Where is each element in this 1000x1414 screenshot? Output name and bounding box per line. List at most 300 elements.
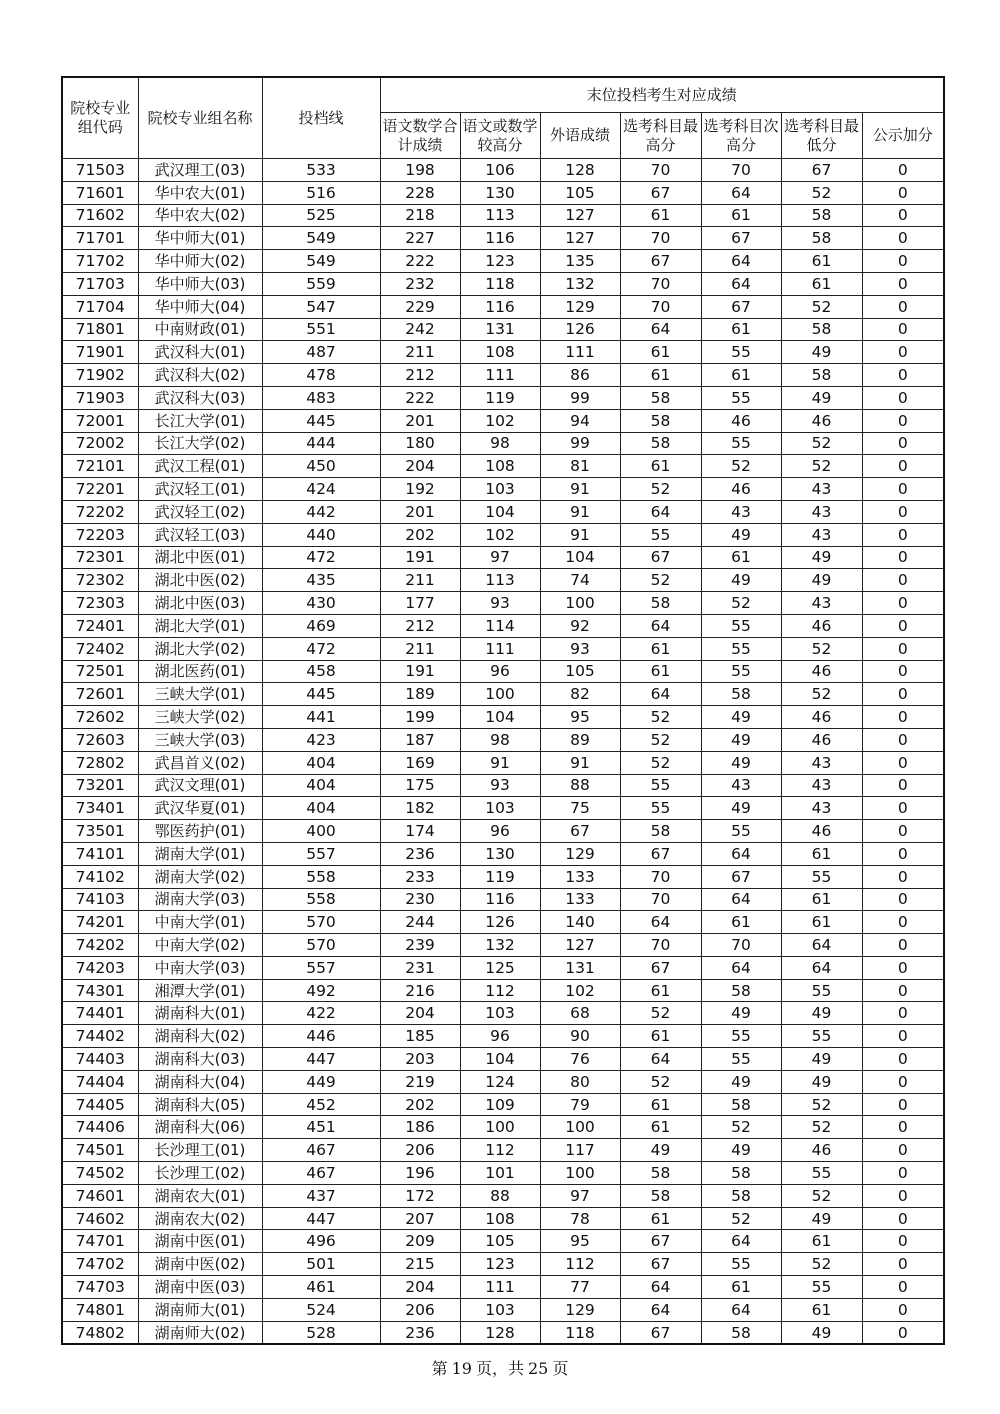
cell-bonus: 0: [862, 1002, 944, 1025]
cell-elective-max: 58: [620, 432, 701, 455]
cell-line: 533: [262, 159, 380, 182]
cell-higher: 111: [460, 364, 540, 387]
cell-bonus: 0: [862, 478, 944, 501]
cell-elective-min: 49: [781, 1048, 862, 1071]
cell-line: 547: [262, 295, 380, 318]
cell-elective-max: 70: [620, 865, 701, 888]
cell-elective-second: 55: [701, 341, 781, 364]
cell-total: 231: [380, 956, 460, 979]
cell-bonus: 0: [862, 911, 944, 934]
cell-higher: 116: [460, 888, 540, 911]
cell-bonus: 0: [862, 1230, 944, 1253]
table-row: [62, 660, 944, 683]
cell-name: 长江大学(01): [138, 409, 262, 432]
cell-name: 武汉轻工(02): [138, 500, 262, 523]
cell-total: 202: [380, 523, 460, 546]
cell-code: 71902: [62, 364, 138, 387]
table-body: [62, 159, 944, 1345]
table-row: [62, 1162, 944, 1185]
cell-elective-second: 43: [701, 774, 781, 797]
cell-name: 湖南中医(03): [138, 1276, 262, 1299]
cell-code: 71602: [62, 204, 138, 227]
cell-elective-max: 61: [620, 1116, 701, 1139]
cell-code: 74401: [62, 1002, 138, 1025]
table-row: [62, 888, 944, 911]
cell-elective-max: 67: [620, 1253, 701, 1276]
cell-foreign: 105: [540, 660, 620, 683]
header-sub-foreign: 外语成绩: [540, 113, 620, 159]
cell-total: 174: [380, 820, 460, 843]
cell-elective-second: 55: [701, 386, 781, 409]
table-row: [62, 1070, 944, 1093]
cell-bonus: 0: [862, 1253, 944, 1276]
cell-elective-min: 46: [781, 820, 862, 843]
cell-elective-min: 67: [781, 159, 862, 182]
cell-elective-second: 61: [701, 546, 781, 569]
cell-total: 169: [380, 751, 460, 774]
table-row: [62, 979, 944, 1002]
cell-higher: 98: [460, 432, 540, 455]
footer-suffix: 页: [552, 1359, 569, 1378]
cell-bonus: 0: [862, 409, 944, 432]
cell-total: 239: [380, 934, 460, 957]
cell-line: 492: [262, 979, 380, 1002]
cell-bonus: 0: [862, 455, 944, 478]
cell-bonus: 0: [862, 1093, 944, 1116]
cell-line: 442: [262, 500, 380, 523]
cell-elective-max: 70: [620, 934, 701, 957]
cell-bonus: 0: [862, 1298, 944, 1321]
cell-foreign: 117: [540, 1139, 620, 1162]
cell-foreign: 135: [540, 250, 620, 273]
cell-code: 74702: [62, 1253, 138, 1276]
table-row: [62, 523, 944, 546]
cell-foreign: 92: [540, 614, 620, 637]
cell-higher: 96: [460, 820, 540, 843]
cell-line: 570: [262, 911, 380, 934]
cell-elective-second: 49: [701, 1070, 781, 1093]
cell-total: 222: [380, 250, 460, 273]
cell-bonus: 0: [862, 250, 944, 273]
cell-total: 212: [380, 364, 460, 387]
cell-line: 570: [262, 934, 380, 957]
cell-total: 180: [380, 432, 460, 455]
cell-foreign: 100: [540, 592, 620, 615]
cell-line: 467: [262, 1162, 380, 1185]
cell-elective-min: 43: [781, 774, 862, 797]
cell-elective-max: 61: [620, 637, 701, 660]
cell-code: 74402: [62, 1025, 138, 1048]
cell-higher: 98: [460, 728, 540, 751]
cell-higher: 130: [460, 842, 540, 865]
cell-elective-min: 49: [781, 1207, 862, 1230]
cell-bonus: 0: [862, 1321, 944, 1344]
cell-line: 423: [262, 728, 380, 751]
cell-code: 74502: [62, 1162, 138, 1185]
cell-elective-second: 55: [701, 1025, 781, 1048]
cell-code: 72301: [62, 546, 138, 569]
cell-elective-max: 64: [620, 318, 701, 341]
cell-elective-max: 52: [620, 751, 701, 774]
cell-elective-max: 64: [620, 683, 701, 706]
cell-elective-min: 43: [781, 797, 862, 820]
cell-name: 湖北中医(01): [138, 546, 262, 569]
cell-name: 湖南师大(01): [138, 1298, 262, 1321]
cell-higher: 97: [460, 546, 540, 569]
cell-elective-second: 61: [701, 204, 781, 227]
cell-higher: 111: [460, 1276, 540, 1299]
cell-elective-max: 67: [620, 956, 701, 979]
cell-bonus: 0: [862, 341, 944, 364]
cell-elective-min: 52: [781, 1184, 862, 1207]
cell-line: 516: [262, 181, 380, 204]
cell-higher: 96: [460, 660, 540, 683]
footer-prefix: 第: [431, 1359, 448, 1378]
table-header: [62, 77, 944, 159]
cell-bonus: 0: [862, 159, 944, 182]
cell-foreign: 100: [540, 1116, 620, 1139]
cell-higher: 100: [460, 1116, 540, 1139]
cell-elective-min: 46: [781, 706, 862, 729]
cell-bonus: 0: [862, 227, 944, 250]
table-row: [62, 1093, 944, 1116]
cell-name: 湖南中医(01): [138, 1230, 262, 1253]
cell-name: 武汉工程(01): [138, 455, 262, 478]
cell-line: 472: [262, 637, 380, 660]
cell-name: 湖北医药(01): [138, 660, 262, 683]
cell-higher: 101: [460, 1162, 540, 1185]
cell-elective-max: 61: [620, 1207, 701, 1230]
cell-elective-min: 58: [781, 364, 862, 387]
cell-code: 72602: [62, 706, 138, 729]
table-row: [62, 500, 944, 523]
cell-elective-second: 67: [701, 227, 781, 250]
cell-elective-min: 55: [781, 979, 862, 1002]
cell-elective-min: 49: [781, 546, 862, 569]
cell-higher: 93: [460, 774, 540, 797]
cell-code: 72501: [62, 660, 138, 683]
cell-code: 74501: [62, 1139, 138, 1162]
cell-name: 华中师大(02): [138, 250, 262, 273]
cell-total: 218: [380, 204, 460, 227]
cell-foreign: 74: [540, 569, 620, 592]
cell-name: 湖南科大(02): [138, 1025, 262, 1048]
cell-name: 湘潭大学(01): [138, 979, 262, 1002]
cell-line: 449: [262, 1070, 380, 1093]
cell-elective-max: 61: [620, 364, 701, 387]
cell-higher: 100: [460, 683, 540, 706]
cell-bonus: 0: [862, 1207, 944, 1230]
cell-higher: 104: [460, 706, 540, 729]
cell-elective-min: 46: [781, 660, 862, 683]
cell-higher: 103: [460, 1298, 540, 1321]
cell-elective-max: 58: [620, 409, 701, 432]
cell-total: 227: [380, 227, 460, 250]
cell-total: 215: [380, 1253, 460, 1276]
cell-elective-second: 55: [701, 1253, 781, 1276]
cell-name: 华中师大(04): [138, 295, 262, 318]
cell-elective-second: 46: [701, 478, 781, 501]
cell-elective-second: 43: [701, 500, 781, 523]
cell-elective-min: 61: [781, 1230, 862, 1253]
cell-elective-second: 55: [701, 637, 781, 660]
cell-code: 74101: [62, 842, 138, 865]
footer-mid: 页，共: [475, 1359, 524, 1378]
cell-foreign: 129: [540, 1298, 620, 1321]
cell-elective-second: 58: [701, 1162, 781, 1185]
cell-foreign: 95: [540, 1230, 620, 1253]
cell-total: 233: [380, 865, 460, 888]
cell-foreign: 80: [540, 1070, 620, 1093]
cell-foreign: 78: [540, 1207, 620, 1230]
cell-bonus: 0: [862, 386, 944, 409]
cell-total: 198: [380, 159, 460, 182]
cell-code: 74403: [62, 1048, 138, 1071]
cell-code: 71901: [62, 341, 138, 364]
cell-elective-second: 55: [701, 1048, 781, 1071]
cell-bonus: 0: [862, 1139, 944, 1162]
cell-elective-max: 64: [620, 500, 701, 523]
table-row: [62, 159, 944, 182]
cell-bonus: 0: [862, 888, 944, 911]
cell-line: 469: [262, 614, 380, 637]
cell-elective-second: 55: [701, 820, 781, 843]
cell-elective-second: 49: [701, 706, 781, 729]
table-row: [62, 592, 944, 615]
cell-line: 551: [262, 318, 380, 341]
cell-total: 244: [380, 911, 460, 934]
cell-elective-max: 55: [620, 797, 701, 820]
cell-elective-max: 67: [620, 181, 701, 204]
cell-name: 三峡大学(01): [138, 683, 262, 706]
cell-elective-max: 52: [620, 1002, 701, 1025]
cell-elective-min: 43: [781, 478, 862, 501]
cell-elective-min: 58: [781, 227, 862, 250]
cell-elective-second: 55: [701, 432, 781, 455]
cell-elective-max: 61: [620, 979, 701, 1002]
table-row: [62, 364, 944, 387]
table-row: [62, 728, 944, 751]
cell-code: 71503: [62, 159, 138, 182]
header-group: 末位投档考生对应成绩: [380, 77, 944, 113]
cell-elective-max: 64: [620, 1276, 701, 1299]
cell-elective-max: 67: [620, 250, 701, 273]
cell-code: 72601: [62, 683, 138, 706]
cell-code: 74701: [62, 1230, 138, 1253]
cell-elective-max: 58: [620, 820, 701, 843]
cell-line: 483: [262, 386, 380, 409]
cell-total: 191: [380, 546, 460, 569]
cell-elective-max: 58: [620, 1184, 701, 1207]
cell-foreign: 112: [540, 1253, 620, 1276]
cell-foreign: 140: [540, 911, 620, 934]
cell-elective-second: 61: [701, 318, 781, 341]
cell-name: 长江大学(02): [138, 432, 262, 455]
cell-total: 232: [380, 272, 460, 295]
cell-higher: 123: [460, 1253, 540, 1276]
cell-code: 71703: [62, 272, 138, 295]
cell-bonus: 0: [862, 1070, 944, 1093]
cell-total: 201: [380, 409, 460, 432]
cell-foreign: 126: [540, 318, 620, 341]
cell-code: 74201: [62, 911, 138, 934]
cell-total: 199: [380, 706, 460, 729]
cell-elective-min: 52: [781, 455, 862, 478]
cell-elective-max: 61: [620, 660, 701, 683]
table-row: [62, 204, 944, 227]
cell-line: 458: [262, 660, 380, 683]
cell-higher: 124: [460, 1070, 540, 1093]
cell-higher: 109: [460, 1093, 540, 1116]
cell-elective-second: 52: [701, 1116, 781, 1139]
cell-line: 549: [262, 250, 380, 273]
cell-elective-max: 70: [620, 272, 701, 295]
cell-elective-max: 55: [620, 774, 701, 797]
cell-elective-min: 64: [781, 934, 862, 957]
cell-code: 74802: [62, 1321, 138, 1344]
cell-total: 219: [380, 1070, 460, 1093]
cell-name: 湖南大学(01): [138, 842, 262, 865]
cell-line: 528: [262, 1321, 380, 1344]
cell-elective-max: 70: [620, 295, 701, 318]
table-row: [62, 1276, 944, 1299]
cell-foreign: 91: [540, 523, 620, 546]
cell-higher: 91: [460, 751, 540, 774]
cell-code: 74602: [62, 1207, 138, 1230]
cell-elective-second: 58: [701, 1093, 781, 1116]
cell-elective-min: 43: [781, 523, 862, 546]
cell-line: 559: [262, 272, 380, 295]
cell-foreign: 90: [540, 1025, 620, 1048]
header-sub-elective-min: 选考科目最低分: [781, 113, 862, 159]
cell-foreign: 75: [540, 797, 620, 820]
cell-higher: 106: [460, 159, 540, 182]
cell-line: 404: [262, 797, 380, 820]
cell-elective-second: 58: [701, 1184, 781, 1207]
cell-line: 404: [262, 774, 380, 797]
cell-total: 202: [380, 1093, 460, 1116]
cell-code: 72402: [62, 637, 138, 660]
table-row: [62, 865, 944, 888]
cell-elective-min: 58: [781, 318, 862, 341]
table-row: [62, 683, 944, 706]
cell-elective-max: 52: [620, 1070, 701, 1093]
cell-foreign: 67: [540, 820, 620, 843]
cell-bonus: 0: [862, 956, 944, 979]
cell-name: 华中师大(01): [138, 227, 262, 250]
cell-elective-second: 61: [701, 1276, 781, 1299]
cell-bonus: 0: [862, 1276, 944, 1299]
cell-bonus: 0: [862, 432, 944, 455]
cell-higher: 108: [460, 1207, 540, 1230]
cell-total: 177: [380, 592, 460, 615]
cell-foreign: 132: [540, 272, 620, 295]
cell-elective-max: 52: [620, 728, 701, 751]
cell-elective-min: 49: [781, 1321, 862, 1344]
cell-elective-min: 61: [781, 250, 862, 273]
cell-elective-max: 61: [620, 204, 701, 227]
cell-elective-max: 70: [620, 227, 701, 250]
footer-total-pages: 25: [528, 1359, 549, 1378]
cell-total: 189: [380, 683, 460, 706]
table-row: [62, 797, 944, 820]
cell-total: 204: [380, 1002, 460, 1025]
cell-total: 206: [380, 1139, 460, 1162]
header-sub-total: 语文数学合计成绩: [380, 113, 460, 159]
table-row: [62, 1321, 944, 1344]
cell-name: 长沙理工(01): [138, 1139, 262, 1162]
cell-code: 74102: [62, 865, 138, 888]
header-sub-elective-second: 选考科目次高分: [701, 113, 781, 159]
cell-foreign: 99: [540, 432, 620, 455]
cell-higher: 88: [460, 1184, 540, 1207]
cell-foreign: 97: [540, 1184, 620, 1207]
cell-line: 501: [262, 1253, 380, 1276]
cell-elective-second: 52: [701, 1207, 781, 1230]
table-row: [62, 295, 944, 318]
cell-total: 229: [380, 295, 460, 318]
table-row: [62, 1048, 944, 1071]
cell-elective-second: 64: [701, 272, 781, 295]
cell-elective-min: 43: [781, 592, 862, 615]
cell-foreign: 76: [540, 1048, 620, 1071]
cell-elective-second: 49: [701, 751, 781, 774]
cell-code: 72603: [62, 728, 138, 751]
cell-higher: 93: [460, 592, 540, 615]
table-row: [62, 1207, 944, 1230]
cell-code: 74601: [62, 1184, 138, 1207]
header-line: 投档线: [262, 77, 380, 159]
cell-line: 557: [262, 842, 380, 865]
table-row: [62, 1253, 944, 1276]
cell-elective-second: 49: [701, 523, 781, 546]
cell-elective-max: 52: [620, 569, 701, 592]
table-row: [62, 637, 944, 660]
cell-name: 湖南科大(06): [138, 1116, 262, 1139]
cell-elective-min: 55: [781, 1162, 862, 1185]
cell-bonus: 0: [862, 364, 944, 387]
cell-higher: 114: [460, 614, 540, 637]
cell-elective-min: 46: [781, 728, 862, 751]
cell-elective-min: 43: [781, 751, 862, 774]
cell-bonus: 0: [862, 318, 944, 341]
cell-elective-max: 70: [620, 888, 701, 911]
cell-higher: 103: [460, 478, 540, 501]
cell-foreign: 131: [540, 956, 620, 979]
cell-foreign: 94: [540, 409, 620, 432]
cell-code: 72002: [62, 432, 138, 455]
table-row: [62, 842, 944, 865]
cell-higher: 103: [460, 797, 540, 820]
cell-name: 湖南科大(01): [138, 1002, 262, 1025]
page-footer: [0, 1356, 1000, 1379]
cell-elective-min: 52: [781, 683, 862, 706]
cell-total: 228: [380, 181, 460, 204]
cell-elective-max: 52: [620, 706, 701, 729]
cell-line: 430: [262, 592, 380, 615]
table-row: [62, 478, 944, 501]
cell-line: 487: [262, 341, 380, 364]
cell-higher: 131: [460, 318, 540, 341]
cell-total: 203: [380, 1048, 460, 1071]
cell-elective-second: 49: [701, 728, 781, 751]
cell-line: 451: [262, 1116, 380, 1139]
cell-foreign: 127: [540, 204, 620, 227]
cell-bonus: 0: [862, 842, 944, 865]
cell-code: 73401: [62, 797, 138, 820]
cell-elective-min: 64: [781, 956, 862, 979]
cell-elective-max: 52: [620, 478, 701, 501]
